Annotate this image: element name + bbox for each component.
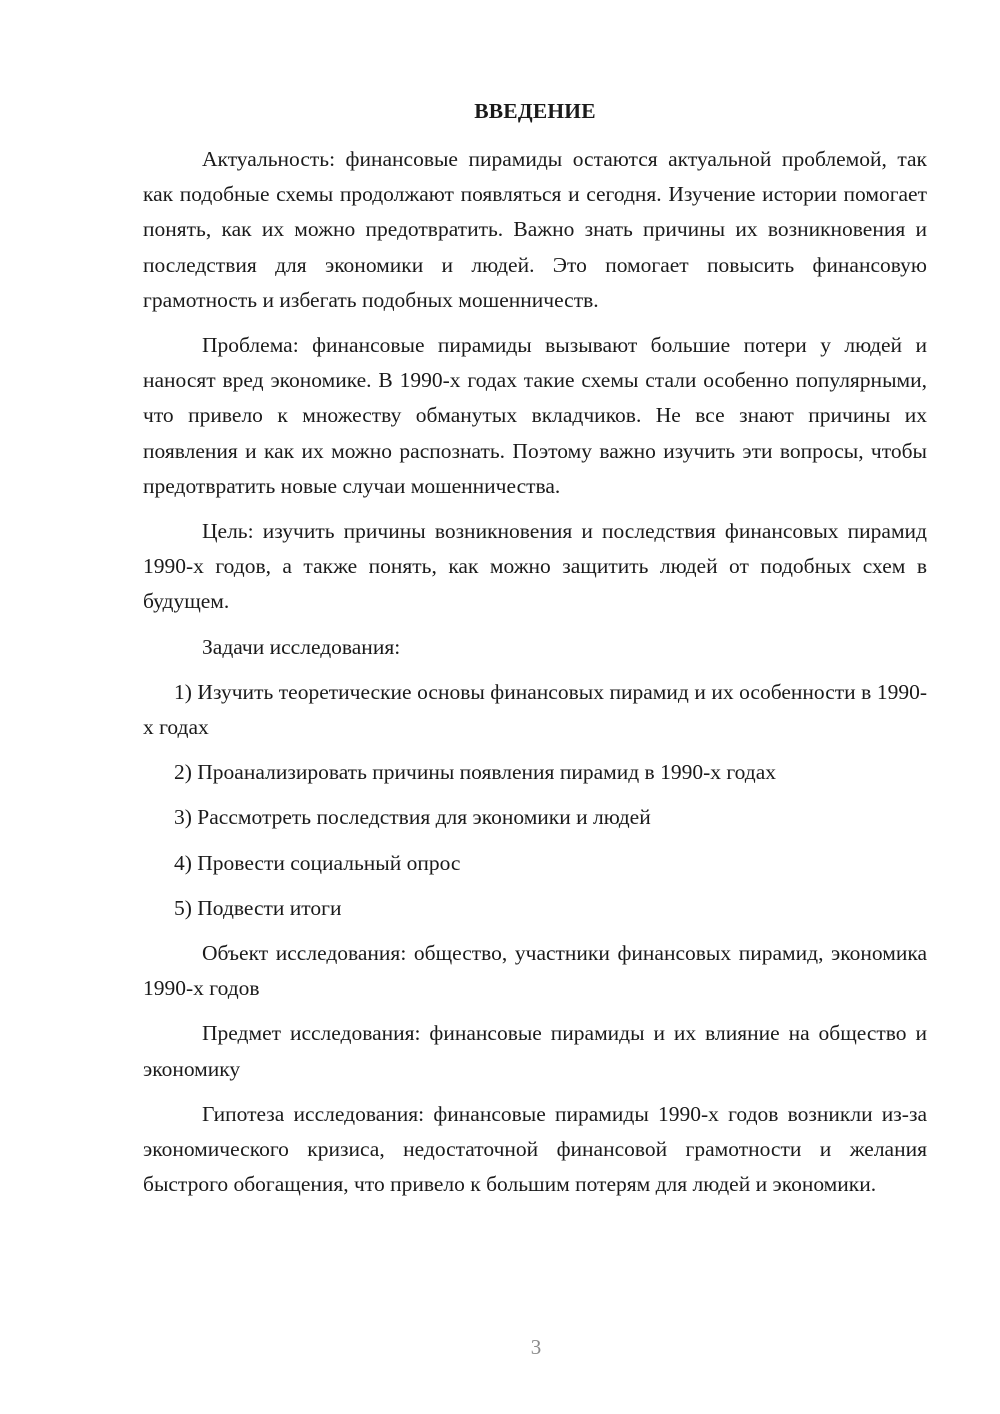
page-content (143, 94, 927, 1212)
tasks-heading: Задачи исследования: (202, 634, 401, 659)
goal-paragraph: Цель: изучить причины возникновения и последствия финансовых пирамид 1990-х годов, а также понять, как можно защитить людей от подобных схем в будущем. (143, 519, 927, 614)
task-item-1: 1) Изучить теоретические основы финансовых пирамид и их особенности в 1990-х годах (143, 679, 927, 740)
task-item-5: 5) Подвести итоги (174, 895, 342, 920)
problem-paragraph: Проблема: финансовые пирамиды вызывают большие потери у людей и наносят вред экономике. В 1990-х годах такие схемы стали особенно популярными, что привело к множеству обманутых вкладчиков. Не все знают причины их появления и как их можно распознать. Поэтому важно изучить эти вопросы, чтобы предотвратить новые случаи мошенничества. (143, 333, 927, 498)
subject-paragraph: Предмет исследования: финансовые пирамиды и их влияние на общество и экономику (143, 1021, 927, 1081)
task-item-4: 4) Провести социальный опрос (174, 850, 461, 875)
task-item-3: 3) Рассмотреть последствия для экономики и людей (174, 805, 651, 830)
page-number: 3 (530, 1335, 542, 1359)
section-title: ВВЕДЕНИЕ (474, 99, 596, 123)
relevance-paragraph: Актуальность: финансовые пирамиды остаются актуальной проблемой, так как подобные схемы продолжают появляться и сегодня. Изучение истории помогает понять, как их можно предотвратить. Важно знать причины их возникновения и последствия для экономики и людей. Это помогает повысить финансовую грамотность и избегать подобных мошенничеств. (143, 147, 927, 312)
task-item-2: 2) Проанализировать причины появления пирамид в 1990-х годах (174, 760, 776, 785)
hypothesis-paragraph: Гипотеза исследования: финансовые пирамиды 1990-х годов возникли из-за экономического кризиса, недостаточной финансовой грамотности и желания быстрого обогащения, что привело к большим потерям для людей и экономики. (143, 1101, 927, 1197)
object-paragraph: Объект исследования: общество, участники финансовых пирамид, экономика 1990-х годов (143, 941, 927, 1001)
